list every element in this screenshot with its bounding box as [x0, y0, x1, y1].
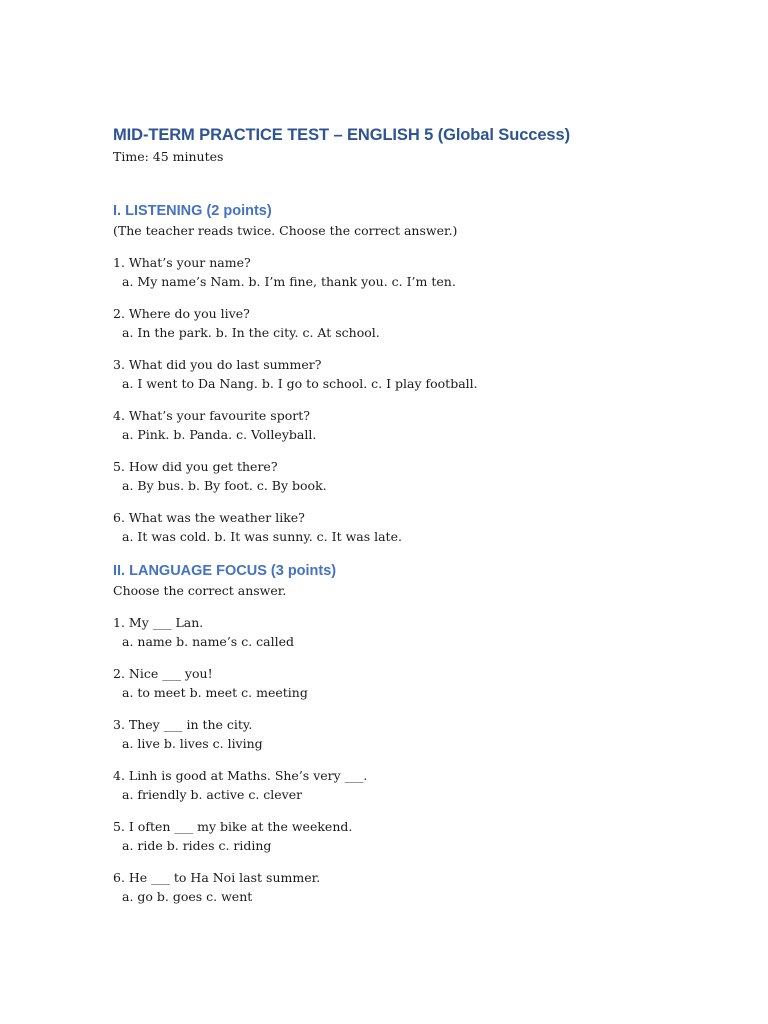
question-item [113, 766, 713, 804]
section-instruction: Choose the correct answer. [113, 583, 287, 598]
section-heading: I. LISTENING (2 points) [113, 203, 272, 219]
question-item [113, 868, 713, 906]
question-text: 4. What’s your favourite sport? [113, 408, 310, 423]
question-item [113, 355, 713, 393]
answer-options: a. In the park. b. In the city. c. At school. [122, 325, 380, 340]
answer-options: a. live b. lives c. living [122, 736, 263, 751]
section-language-focus [113, 561, 713, 906]
answer-options: a. ride b. rides c. riding [122, 838, 272, 853]
section-instruction: (The teacher reads twice. Choose the correct answer.) [113, 223, 458, 238]
question-text: 6. What was the weather like? [113, 510, 305, 525]
question-text: 6. He ___ to Ha Noi last summer. [113, 870, 321, 885]
question-text: 5. I often ___ my bike at the weekend. [113, 819, 353, 834]
answer-options: a. name b. name’s c. called [122, 634, 294, 649]
question-item [113, 664, 713, 702]
answer-options: a. My name’s Nam. b. I’m fine, thank you. c. I’m ten. [122, 274, 456, 289]
answer-options: a. I went to Da Nang. b. I go to school. c. I play football. [122, 376, 478, 391]
question-text: 5. How did you get there? [113, 459, 278, 474]
answer-options: a. It was cold. b. It was sunny. c. It was late. [122, 529, 402, 544]
section-heading: II. LANGUAGE FOCUS (3 points) [113, 563, 337, 579]
question-text: 1. My ___ Lan. [113, 615, 204, 630]
question-text: 3. They ___ in the city. [113, 717, 253, 732]
answer-options: a. go b. goes c. went [122, 889, 253, 904]
question-text: 3. What did you do last summer? [113, 357, 322, 372]
answer-options: a. to meet b. meet c. meeting [122, 685, 308, 700]
question-item [113, 304, 713, 342]
question-item [113, 817, 713, 855]
document-page [113, 124, 713, 906]
question-text: 1. What’s your name? [113, 255, 251, 270]
question-item [113, 457, 713, 495]
question-item [113, 715, 713, 753]
answer-options: a. friendly b. active c. clever [122, 787, 303, 802]
section-listening [113, 201, 713, 546]
question-text: 2. Nice ___ you! [113, 666, 213, 681]
question-item [113, 508, 713, 546]
answer-options: a. By bus. b. By foot. c. By book. [122, 478, 327, 493]
question-item [113, 253, 713, 291]
test-duration: Time: 45 minutes [113, 149, 224, 164]
question-item [113, 613, 713, 651]
question-text: 4. Linh is good at Maths. She’s very ___. [113, 768, 368, 783]
question-item [113, 406, 713, 444]
answer-options: a. Pink. b. Panda. c. Volleyball. [122, 427, 317, 442]
document-title: MID-TERM PRACTICE TEST – ENGLISH 5 (Global Success) [113, 126, 570, 144]
question-text: 2. Where do you live? [113, 306, 250, 321]
